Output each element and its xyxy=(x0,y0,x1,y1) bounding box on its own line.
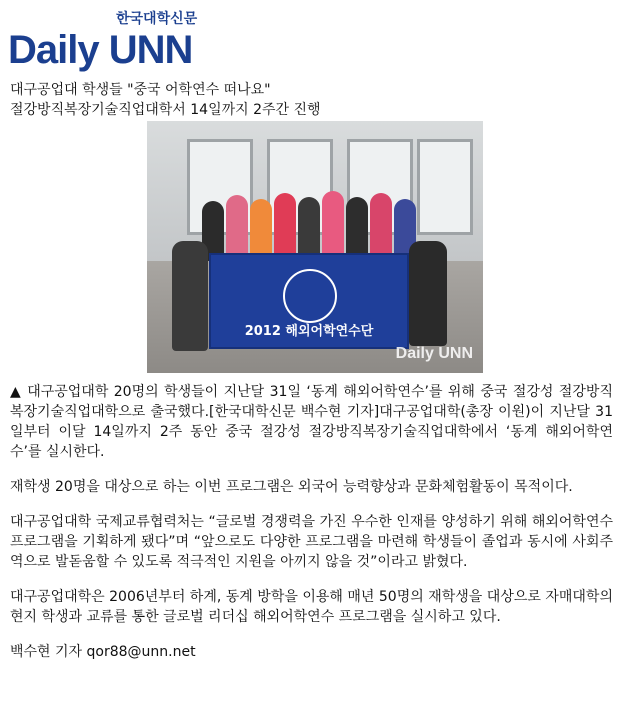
daily-unn-logo[interactable]: Daily UNN xyxy=(8,28,193,72)
school-banner xyxy=(209,253,409,349)
banner-text: 2012 해외어학연수단 xyxy=(244,324,374,339)
masthead-subtitle: 한국대학신문 xyxy=(116,11,198,27)
university-emblem-icon xyxy=(283,269,337,323)
student-figure xyxy=(298,197,320,261)
student-figure xyxy=(322,191,344,261)
student-group xyxy=(202,191,432,261)
student-figure xyxy=(172,241,208,351)
article-paragraph: ▲ 대구공업대학 20명의 학생들이 지난달 31일 ‘동계 해외어학연수’를 위해 중국 절강성 절강방직복장기술직업대학으로 출국했다.[한국대학신문 백수현 기자]대구공업대학(총장 이원)이 지난달 31일부터 이달 14일까지 2주 동안 중국 절강성 절강방직복장기술직업대학에서 ‘동계 해외어학연수’를 실시한다. xyxy=(10,384,613,460)
student-figure xyxy=(409,241,447,346)
headline-title: 대구공업대 학생들 "중국 어학연수 떠나요" xyxy=(10,82,271,98)
article-paragraph: 대구공업대학 국제교류협력처는 “글로벌 경쟁력을 가진 우수한 인재를 양성하기 위해 해외어학연수 프로그램을 기획하게 됐다”며 “앞으로도 다양한 프로그램을 마련해 학생들이 졸업과 동시에 사회주역으로 발돋움할 수 있도록 적극적인 지원을 아끼지 않을 것”이라고 밝혔다. xyxy=(10,514,613,570)
masthead xyxy=(8,6,218,72)
student-figure xyxy=(346,197,368,261)
student-figure xyxy=(274,193,296,261)
student-figure xyxy=(226,195,248,261)
article-body xyxy=(10,382,613,662)
headline xyxy=(10,80,321,120)
article-paragraph: 대구공업대학은 2006년부터 하계, 동계 방학을 이용해 매년 50명의 재학생을 대상으로 자매대학의 현지 학생과 교류를 통한 글로벌 리더십 해외어학연수 프로그램을 실시하고 있다. xyxy=(10,589,613,625)
article-photo xyxy=(147,121,483,373)
photo-watermark: Daily UNN xyxy=(395,345,473,362)
byline: 백수현 기자 qor88@unn.net xyxy=(10,644,196,660)
article-paragraph: 재학생 20명을 대상으로 하는 이번 프로그램은 외국어 능력향상과 문화체험활동이 목적이다. xyxy=(10,479,573,495)
student-figure xyxy=(370,193,392,261)
student-figure xyxy=(250,199,272,261)
headline-subtitle: 절강방직복장기술직업대학서 14일까지 2주간 진행 xyxy=(10,102,321,118)
